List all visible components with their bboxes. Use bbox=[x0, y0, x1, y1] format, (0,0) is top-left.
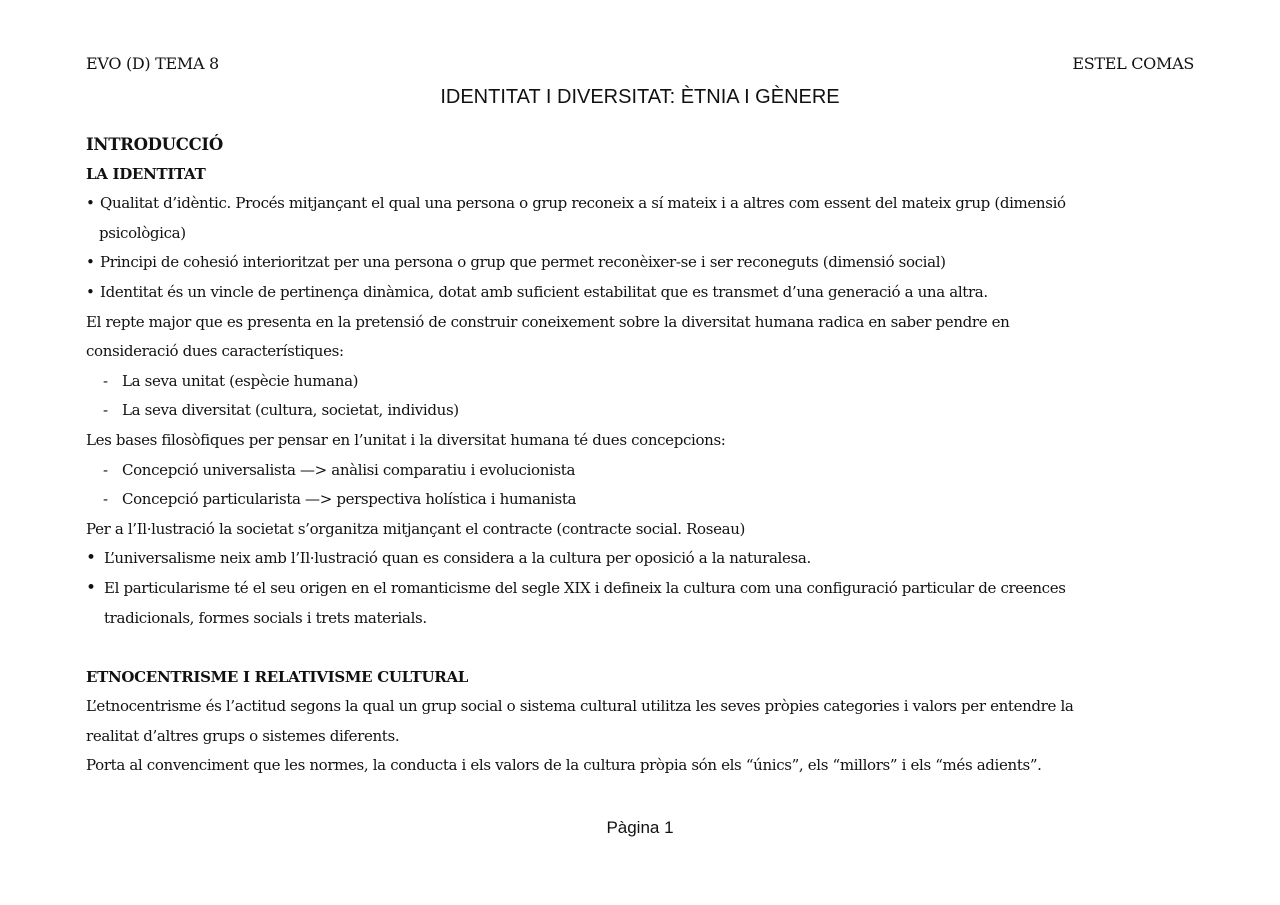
dash-mark: - bbox=[103, 371, 108, 390]
subheading-la-identitat: LA IDENTITAT bbox=[86, 164, 206, 183]
bullet-continuation: psicològica) bbox=[99, 223, 186, 242]
paragraph-line: Les bases filosòfiques per pensar en l’unitat i la diversitat humana té dues concepcions: bbox=[86, 430, 726, 449]
section-heading-introduccio: INTRODUCCIÓ bbox=[86, 135, 223, 154]
dash-text: La seva unitat (espècie humana) bbox=[122, 371, 359, 390]
bullet-text: Principi de cohesió interioritzat per una persona o grup que permet reconèixer-se i ser reconeguts (dimensió social) bbox=[100, 253, 946, 272]
bullet-continuation: tradicionals, formes socials i trets materials. bbox=[104, 608, 427, 627]
dash-item bbox=[86, 396, 1196, 426]
dash-item bbox=[86, 456, 1196, 486]
bullet-item bbox=[86, 574, 1196, 604]
dash-text: La seva diversitat (cultura, societat, individus) bbox=[122, 401, 459, 420]
bullet-mark: • bbox=[86, 194, 95, 213]
header-right: ESTEL COMAS bbox=[1072, 54, 1194, 73]
paragraph-line: consideració dues característiques: bbox=[86, 342, 344, 361]
document-body bbox=[86, 130, 1196, 781]
dash-item bbox=[86, 367, 1196, 397]
dash-text: Concepció universalista —> anàlisi comparatiu i evolucionista bbox=[122, 460, 576, 479]
document-title: IDENTITAT I DIVERSITAT: ÈTNIA I GÈNERE bbox=[440, 86, 840, 108]
bullet-mark: • bbox=[86, 577, 96, 598]
bullet-item bbox=[86, 248, 1196, 278]
bullet-mark: • bbox=[86, 253, 95, 272]
bullet-mark: • bbox=[86, 282, 95, 301]
section-heading-etnocentrisme: ETNOCENTRISME I RELATIVISME CULTURAL bbox=[86, 667, 469, 686]
bullet-text: Qualitat d’idèntic. Procés mitjançant el qual una persona o grup reconeix a sí mateix i a altres com essent del mateix grup (dimensió bbox=[100, 194, 1066, 213]
bullet-item bbox=[86, 189, 1196, 219]
dash-mark: - bbox=[103, 401, 108, 420]
paragraph-line: realitat d’altres grups o sistemes diferents. bbox=[86, 726, 400, 745]
dash-mark: - bbox=[103, 490, 108, 509]
bullet-item bbox=[86, 278, 1196, 308]
bullet-mark: • bbox=[86, 548, 96, 569]
bullet-text: L’universalisme neix amb l’Il·lustració quan es considera a la cultura per oposició a la naturalesa. bbox=[104, 549, 811, 568]
bullet-text: El particularisme té el seu origen en el romanticisme del segle XIX i defineix la cultura com una configuració particular de creences bbox=[104, 578, 1066, 597]
dash-item bbox=[86, 485, 1196, 515]
dash-mark: - bbox=[103, 460, 108, 479]
paragraph-line: L’etnocentrisme és l’actitud segons la qual un grup social o sistema cultural utilitza les seves pròpies categories i valors per entendre la bbox=[86, 697, 1074, 716]
paragraph-line: Porta al convenciment que les normes, la conducta i els valors de la cultura pròpia són els “únics”, els “millors” i els “més adients”. bbox=[86, 756, 1042, 775]
paragraph-line: Per a l’Il·lustració la societat s’organitza mitjançant el contracte (contracte social. Roseau) bbox=[86, 519, 746, 538]
bullet-item bbox=[86, 544, 1196, 574]
section-spacer bbox=[86, 633, 1196, 663]
dash-text: Concepció particularista —> perspectiva holística i humanista bbox=[122, 490, 577, 509]
paragraph-line: El repte major que es presenta en la pretensió de construir coneixement sobre la diversitat humana radica en saber pendre en bbox=[86, 312, 1010, 331]
bullet-text: Identitat és un vincle de pertinença dinàmica, dotat amb suficient estabilitat que es transmet d’una generació a una altra. bbox=[100, 282, 988, 301]
page-number: Pàgina 1 bbox=[606, 818, 674, 837]
header-left: EVO (D) TEMA 8 bbox=[86, 54, 219, 73]
